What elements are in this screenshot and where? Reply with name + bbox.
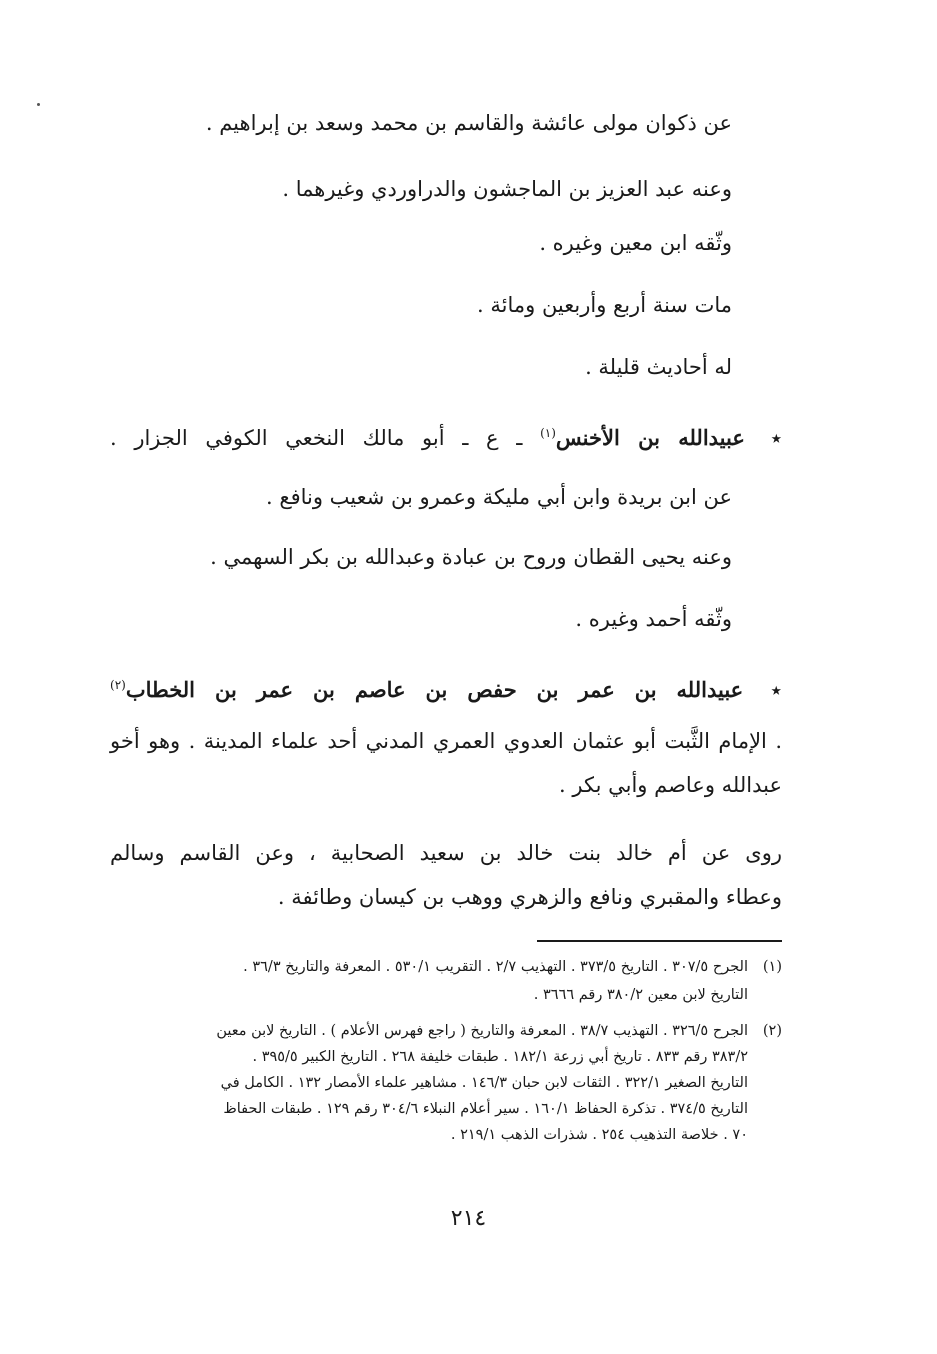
bullet-marker: ٭ <box>770 678 782 702</box>
footnote-2-line: ٣٨٣/٢ رقم ٨٣٣ . تاريخ أبي زرعة ١٨٢/١ . طبقات خليفة ٢٦٨ . التاريخ الكبير ٣٩٥/٥ . <box>252 1049 748 1065</box>
footnote-1-line: التاريخ لابن معين ٣٨٠/٢ رقم ٣٦٦٦ . <box>533 987 748 1003</box>
scan-speck <box>37 103 40 106</box>
entry-description: ـ ع ـ أبو مالك النخعي الكوفي الجزار . <box>110 426 523 450</box>
text-line: وعطاء والمقبري ونافع والزهري ووهب بن كيسان وطائفة . <box>277 885 782 909</box>
footnote-2-line <box>120 1020 782 1043</box>
footnote-text: الجرح ٣٢٦/٥ . التهذيب ٣٨/٧ . المعرفة والتاريخ ( راجع فهرس الأعلام ) . التاريخ لابن معين <box>216 1023 748 1039</box>
page-number: ٢١٤ <box>450 1206 487 1231</box>
text-line: له أحاديث قليلة . <box>585 355 732 379</box>
bullet-marker: ٭ <box>770 426 783 450</box>
footnote-number: (٢) <box>762 1023 782 1039</box>
entry-heading-2 <box>110 670 782 705</box>
text-line: . الإمام الثَّبت أبو عثمان العدوي العمري المدني أحد علماء المدينة . وهو أخو <box>110 729 782 753</box>
footnote-1-line <box>120 956 782 979</box>
footnote-number: (١) <box>762 959 782 975</box>
footnote-reference: (١) <box>540 426 556 440</box>
text-line: عبدالله وعاصم وأبي بكر . <box>559 773 782 797</box>
footnote-2-line: التاريخ ٣٧٤/٥ . تذكرة الحفاظ ١٦٠/١ . سير أعلام النبلاء ٣٠٤/٦ رقم ١٢٩ . طبقات الحفاظ <box>223 1101 748 1117</box>
text-line: وعنه يحيى القطان وروح بن عبادة وعبدالله بن بكر السهمي . <box>210 545 732 569</box>
footnote-2-line: ٧٠ . خلاصة التذهيب ٢٥٤ . شذرات الذهب ٢١٩/١ . <box>450 1127 748 1143</box>
text-line: وثّقه أحمد وغيره . <box>575 607 732 631</box>
footnote-2-line: التاريخ الصغير ٣٢٢/١ . الثقات لابن حبان ١٤٦/٣ . مشاهير علماء الأمصار ١٣٢ . الكامل في <box>220 1075 748 1091</box>
entry-name: عبيدالله بن عمر بن حفص بن عاصم بن عمر بن الخطاب <box>125 677 744 702</box>
footnote-separator <box>537 940 782 942</box>
text-line: عن ذكوان مولى عائشة والقاسم بن محمد وسعد بن إبراهيم . <box>205 111 732 135</box>
entry-name: عبيدالله بن الأخنس <box>555 425 745 450</box>
text-line: عن ابن بريدة وابن أبي مليكة وعمرو بن شعيب ونافع . <box>266 485 732 509</box>
footnote-text: الجرح ٣٠٧/٥ . التاريخ ٣٧٣/٥ . التهذيب ٢/٧ . التقريب ٥٣٠/١ . المعرفة والتاريخ ٣٦/٣ . <box>243 959 748 975</box>
entry-heading-1 <box>110 418 782 453</box>
text-line: روى عن أم خالد بنت خالد بن سعيد الصحابية ، وعن القاسم وسالم <box>110 841 782 865</box>
text-line: وثّقه ابن معين وغيره . <box>539 231 732 255</box>
text-line: وعنه عبد العزيز بن الماجشون والدراوردي وغيرهما . <box>282 177 732 201</box>
footnote-reference: (٢) <box>110 678 126 692</box>
text-line: مات سنة أربع وأربعين ومائة . <box>477 293 732 317</box>
